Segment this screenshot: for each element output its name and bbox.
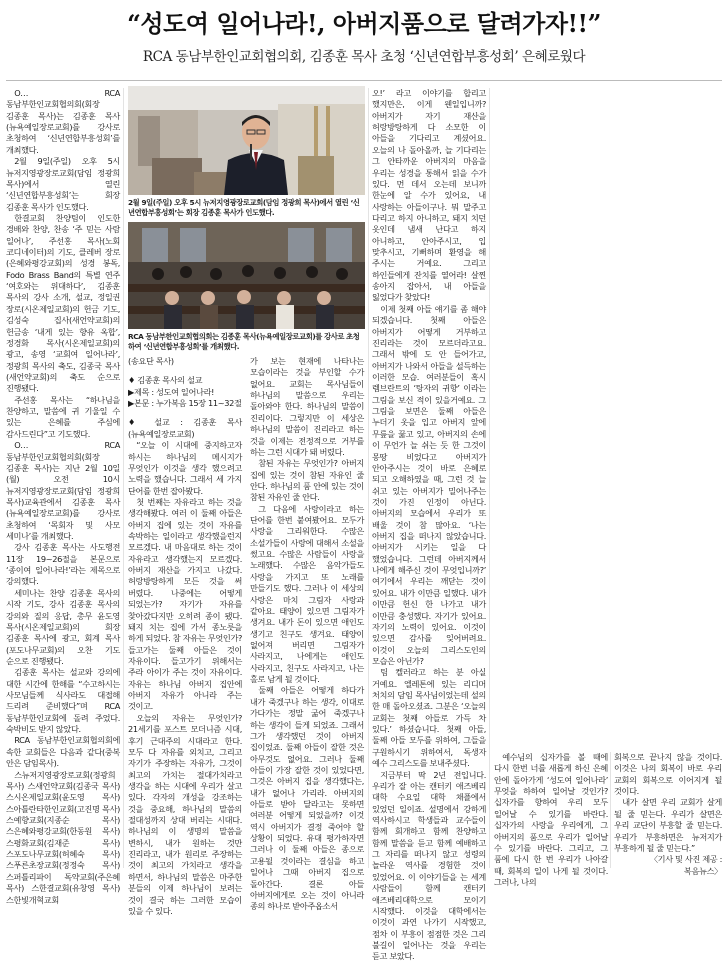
paragraph: 주선홍 목사는 “하나님을 찬양하고, 말씀에 귀 기울일 수 있는 은혜를 주심에 감사드린다”고 기도했다.	[6, 394, 120, 439]
column-separator	[489, 88, 490, 868]
paragraph: 오!’ 라고 이야기를 합리고 했지만은, 이게 웬일입니까? 아버지가 자기 재산을 허랑방탕하게 다 소모한 이 아들을 기다리고 계셨어요. 오늘의 나 돌아올까, 늘 기다리는 그 안타까운 아버지의 마음을 우리는 성경을 통해서 읽을 수가 있다. 먼 데서 오는데 보니까 한눈에 알 수가 있어요, 내 사랑하는 아들이구나. 뭐 말주고 다리고 하지 아니하고, 돼지 치던 옷인데 냄새 난다고 하지 아니하고, 안아주시고, 입 맞추시고, 기뻐하며 환영을 해 주시는 거예요. 그리고 하인들에게 잔치를 열어라! 살찐 송아지 잡아서, 내 아들을 잃었다가 찾았다!	[372, 88, 486, 303]
column-separator	[368, 88, 369, 868]
article-column-2	[128, 356, 242, 916]
article-column-4-continued	[494, 752, 608, 887]
paragraph: 이제 첫째 아들 얘기를 좀 해야 되겠습니다. 첫째 아들은 아버지가 어떻게 거부하고 진리라는 것이 모르더라고요. 그래서 밖에 도 안 들어가고, 아버지가 나와서 아들을 설득하는 이러한 모습. 여러분들이 혹시 렘브란트의 ‘탕자의 귀향’ 이라는 그림을 보신 적이 있을거예요. 그 그림을 보면은 둘째 아들은 누더기 옷을 입고 아버지 앞에 무릎을 꿇고 있고, 아버지의 손에 이 무언가 늘 쉬는 듯 한 그것이 몽땅 비었다고 아버지가 안아주시는 것이 바로 은혜로 되고 오해하였을 때, 그런 것 늘 쉬고 있는 아버지가 밀어나주는 것이 가진 인정이 아닌다. 아버지의 모습에서 우리가 또 배울 것이 참 많아요. ‘나는 아버지 집을 떠나지 않았습니다. 아버지가 시키는 일을 다 했었습니다. 그런데 아버지께서 나에게 해주신 것이 무엇입니까?’ 여기에서 우리는 깨닫는 것이 있어요. 내가 이만큼 일했다. 내가 이만큼 헌신 한 나가고 내가 이만큼 충성했다. 자기가 있어요. 자기의 노력이 있어요. 이것이 있으면 감사를 잊어버려요. 이것이 오늘의 그리스도인의 모습은 아닌가?	[372, 303, 486, 666]
paragraph: 2월 9일(주일) 오후 5시 뉴저지영광장로교회(담임 정광희 목사)에서 열린 ‘신년연합부흥성회’는 회장 김종훈 목사가 인도했다.	[6, 156, 120, 212]
paragraph: O… RCA 동남부한인교회협의회(회장 김종훈 목사)는 김종훈 목사(뉴욕예일장로교회)를 강사로 초청하여 ‘신년연합부흥성회’를 개최했다.	[6, 88, 120, 155]
sermon-title: ▶제목 : 성도여 일어나라!	[128, 386, 215, 397]
paragraph: 김종훈 목사는 설교와 강의에 대한 시간에 한해를 “수고하시는 사모님들께 식사라도 대접해 드리려 준비했다”며 RCA 동남부한인교회에 돌려 주었다. 숙박비도 받지 않았다.	[6, 667, 120, 735]
congregation-photo	[128, 222, 365, 329]
paragraph: (송요단 목사)	[128, 356, 174, 366]
photo-caption-top: 2월 9일(주일) 오후 5시 뉴저지영광장로교회(담임 정광희 목사)에서 열린 ‘신년연합부흥성회’는 회장 김종훈 목사가 인도했다.	[128, 198, 360, 217]
sermon-text: ▶본문 : 누가복음 15장 11~32절	[128, 398, 242, 409]
header-rule	[6, 80, 722, 81]
article-column-4	[372, 88, 486, 962]
preacher-illustration	[128, 86, 365, 195]
sermon-heading: ♦ 김종훈 목사의 설교	[128, 375, 203, 386]
paragraph: 참된 자유는 무엇인가? 아버지 집에 있는 것이 참된 자유인 줄 안다. 하나님의 품 안에 있는 것이 참된 자유인 줄 안다.	[250, 458, 364, 503]
paragraph: 한결교회 찬양팀이 인도한 경배와 찬양, 찬송 ‘주 믿는 사람 일어나’, 주선홍 목사(노회 코디네이터)의 기도, 클레버 장로(은혜와평강교회)의 성경 봉독, Fodo Brass Band의 특별 연주 ‘여호와는 위대하다’, 김종훈 목사의 강사 소개, 설교, 정일권 장로(시온제일교회)의 헌금 기도, 김성숙 집사(새언약교회)의 헌금송 ‘내게 있는 향유 옥합’, 정경화 목사(시온제일교회)의 광고, 송영 ‘교회여 일어나라’, 정광희 목사의 축도, 김종국 목사(새언약교회)의 축도 순으로 진행됐다.	[6, 212, 120, 394]
paragraph: RCA 동남부한인교회협의회에 속한 교회들은 다음과 같다(중복 안은 담임목사).	[6, 735, 120, 769]
paragraph: 예수님의 십자가를 볼 때에 다시 한번 너를 새롭게 하신 은혜 안에 돌아가게 ‘성도여 일어나라’ 무엇을 하하여 일어날 것인가? 십자가를 향하여 우리 모두 일어날 수 있기를 바란다. 십자가의 사랑을 우리에게, 그 아버지의 품으로 우리가 일어날 수 있기를 바란다. 그리고, 그 품에 다시 한 번 우리가 나아갈 때, 회복의 일이 나게 될 것이다. 그러나, 나의	[494, 752, 608, 887]
article-column-3	[250, 356, 364, 912]
article-column-1	[6, 88, 120, 905]
paragraph: 둘째 아들은 어떻게 하다가 내가 죽겠구나 하는 생각, 이대로 가다가는 정말 굶어 죽겠구나 하는 생각이 들게 되었죠. 그래서 그가 생각했던 것이 아버지 집이었죠. 둘째 아들이 잘한 것은 아무것도 없어요. 그러나 둘째 아들이 가장 잘한 것이 있었다면, 그것은 아버지 집을 생각했다는, 내가 없어나 가리라. 아버지의 아들로 받아 달라고는 못하면 여러분 어떻게 되었을까? 이것 역시 아버지가 결정 죽어야 할 상황이 되었다. 유대 평가하자면 그러나 이 둘째 아들은 종으로 고용될 것이라는 결심을 하고 일어나 그때 아버지 집으로 돌아간다. 결론 아들 아버지에게로 오는 것이 아니라 종의 하나로 받아주옵소서	[250, 685, 364, 912]
paragraph: 그 다음에 사랑이라고 하는 단어를 한번 붙여봤어요. 모두가 사랑을 그리워한다. 수많은 소설가들이 사랑에 대해서 소설을 썼고요. 수많은 사람들이 사랑을 노래했다. 수많은 음악가들도 사랑을 가지고 또 노래를 만들기도 했다. 그러나 이 세상의 사랑은 마치 그림자 사랑과 같아요. 태양이 있으면 그림자가 생겨요. 내가 돈이 있으면 애인도 생기고 친구도 생겨요. 태양이 없어져 버리면 그림자가 사라지고, 나에게는 애인도 사라지고, 친구도 사라지고, 나는 홀로 남게 될 것이다.	[250, 503, 364, 685]
paragraph: 팀 켈러라고 하는 분 아실 거예요. 엘레톤에 있는 리디머 처치의 담임 목사님이었는데 설의 한 매 돌아오셨죠. 그분은 ‘오늘의 교회는 첫째 아들로 가득 차 있다.’ 하셨습니다. 첫째 아들, 둘째 아들 모두를 위하여, 그들을 구원하시기 위하여서, 독생자 예수 그리스도를 보내주셨다.	[372, 667, 486, 769]
paragraph: “오늘 이 시대에 중지하고자 하시는 하나님의 메시지가 무엇인가 이것을 생각 했으려고 노력을 했습니다. 그래서 세 가지 단어를 한번 잡아봤다.	[128, 440, 242, 496]
article-column-5	[614, 752, 722, 876]
paragraph: 첫 번째는 자유라고 하는 것을 생각해봤다. 여러 이 둘째 아들은 아버지 집에 있는 것이 자유를 속박하는 일이라고 생각했을런지 모르겠다. 내 마음대로 하는 것이 자유라고 생각했는지 모르겠다. 아버지 재산을 가지고 나갔다. 허랑방탕하게 모든 것을 써 버렸다. 나중에는 어떻게 되었는가? 자기가 자유를 찾아갔다지만 오히려 종이 됐다. 돼지 치는 집에 가서 종노릇을 하게 되었다. 참 자유는 무엇인가? 들고가는 둘째 아들은 것이 자유이다. 들고가기 위해서는 주라 아이가 주는 것이 자유이다. 자유는 하나님 아버지 집안에 아버지 자유가 아니라 주는 것이고.	[128, 496, 242, 712]
preacher-photo	[128, 86, 365, 195]
paragraph: 세미나는 찬양 김종훈 목사의 시작 기도, 강사 김종훈 목사의 강의와 질의 응답, 총무 윤도영 목사(시온제일교회)의 회장 김종훈 목사에 광고, 회계 목사(포도나무교회)의 오찬 기도 순으로 진행됐다.	[6, 587, 120, 666]
paragraph: 회복으로 끝나지 않을 것이다. 이것은 나의 회복이 바로 우리 교회의 회복으로 이어지게 될 것이다.	[614, 752, 722, 797]
credit-line: 〈기사 및 사진 제공 : 복음뉴스〉	[649, 854, 722, 876]
paragraph: 스뉴저지영광장로교회(정광희 목사) 스새언약교회(김종국 목사) 스시온제일교회(윤도영 목사) 스아틀란타한인교회(고진명 목사) 스예향교회(지종순 목사) 스은혜와평강교회(한동원 목사) 스평화교회(김재준 목사) 스포도나무교회(허혜숙 목사) 스푸른초장교회(정정숙 목사) 스퍼틀리파이 독약교회(주은혜 목사) 스한결교회(유창영 목사) 스한빛개혁교회	[6, 769, 120, 905]
paragraph: 내가 살면 우리 교회가 살게 될 줄 믿는다. 우리가 살면은 우리 교단이 부흥할 줄 믿는다. 우리가 부흥하면은 뉴저지가 부흥하게 될 줄 믿는다.”	[614, 797, 722, 853]
photo-caption-bottom: RCA 동남부한인교회협의회는 김종훈 목사(뉴욕예일장로교회)를 강사로 초청하여 ‘신년연합부흥성회’를 개최했다.	[128, 332, 360, 351]
paragraph: 지금부터 딱 2년 전입니다. 우리가 잘 아는 캔터키 애즈베리 대학 수요일 대학 채플에서 있었던 일이죠. 설명에서 강하게 역사하시고 학생들과 교수들이 함께 회개하고 함께 찬양하고 함께 말씀을 듣고 함께 예배하고 그 자리를 떠나지 않고 성령의 놀라운 역사를 경험한 것이 있었어요. 이 이야기들을 는 세계 사람들이 함께 캔터키 애즈베리대학으로 모이기 시작했다. 이것을 대학에서는 이것이 과연 나가기 시작했고, 점차 이 부흥이 점점한 것은 그리 불길이 일어나는 것을 우리는 듣고 보았다.	[372, 769, 486, 962]
paragraph: 가 보는 현재에 나타나는 모습이라는 것을 부인할 수가 없어요. 교회는 목사님들이 하나님의 말씀으로 우리는 돌아와야 한다. 하나님의 말씀이 진리이다. 그렇지만 이 세상은 하나님의 말씀이 진리라고 하는 것을 이제는 전정적으로 거부를 하는 그런 시대가 돼 버렸다.	[250, 356, 364, 457]
headline: “성도여 일어나라!, 아버지품으로 달려가자!!”	[127, 9, 601, 38]
paragraph: 강사 김종훈 목사는 사도행전 11장 19~26절을 본문으로 ‘종이여 일어나라!’라는 제목으로 강의했다.	[6, 542, 120, 587]
sermon-preacher: ♦ 설교 : 김종훈 목사 (뉴욕예일장로교회)	[128, 417, 242, 439]
subheadline: RCA 동남부한인교회협의회, 김종훈 목사 초청 ‘신년연합부흥성회’ 은혜로웠다	[142, 49, 586, 65]
paragraph: 오늘의 자유는 무엇인가? 21세기를 포스트 모더니즘 시대, 후기 근대주의 시대라고 한다. 모두 다 자유를 외치고, 그리고 자기가 주장하는 자유가, 그것이 최고의 가치는 절대가치라고 생각을 하는 시대에 우리가 살고 있다. 각자의 개성을 강조하는 것을 중요해, 하나님의 말씀의 절대성까지 상대 버리는 시대다. 하나님의 이 생명의 말씀을 변하시, 내가 원하는 것만 진리라고, 내가 원리로 주장하는 것이 최고의 가치라고 생각을 하면서, 하나님의 말씀은 마주한 분들의 이제 하나님이 보려는 것이 결국 하는 그러한 모습이 있을 수 있다.	[128, 712, 242, 916]
column-separator	[610, 752, 611, 868]
congregation-illustration	[128, 222, 365, 329]
column-separator	[123, 88, 124, 868]
paragraph: O… RCA 동남부한인교회협의회(회장 김종훈 목사)는 지난 2월 10일(월) 오전 10시 뉴저지영광장로교회(담임 정광희 목사)교육관에서 김종훈 목사(뉴욕예일장로교회)를 강사로 초청하여 ‘목회자 및 사모 세미나’를 개최했다.	[6, 440, 120, 542]
